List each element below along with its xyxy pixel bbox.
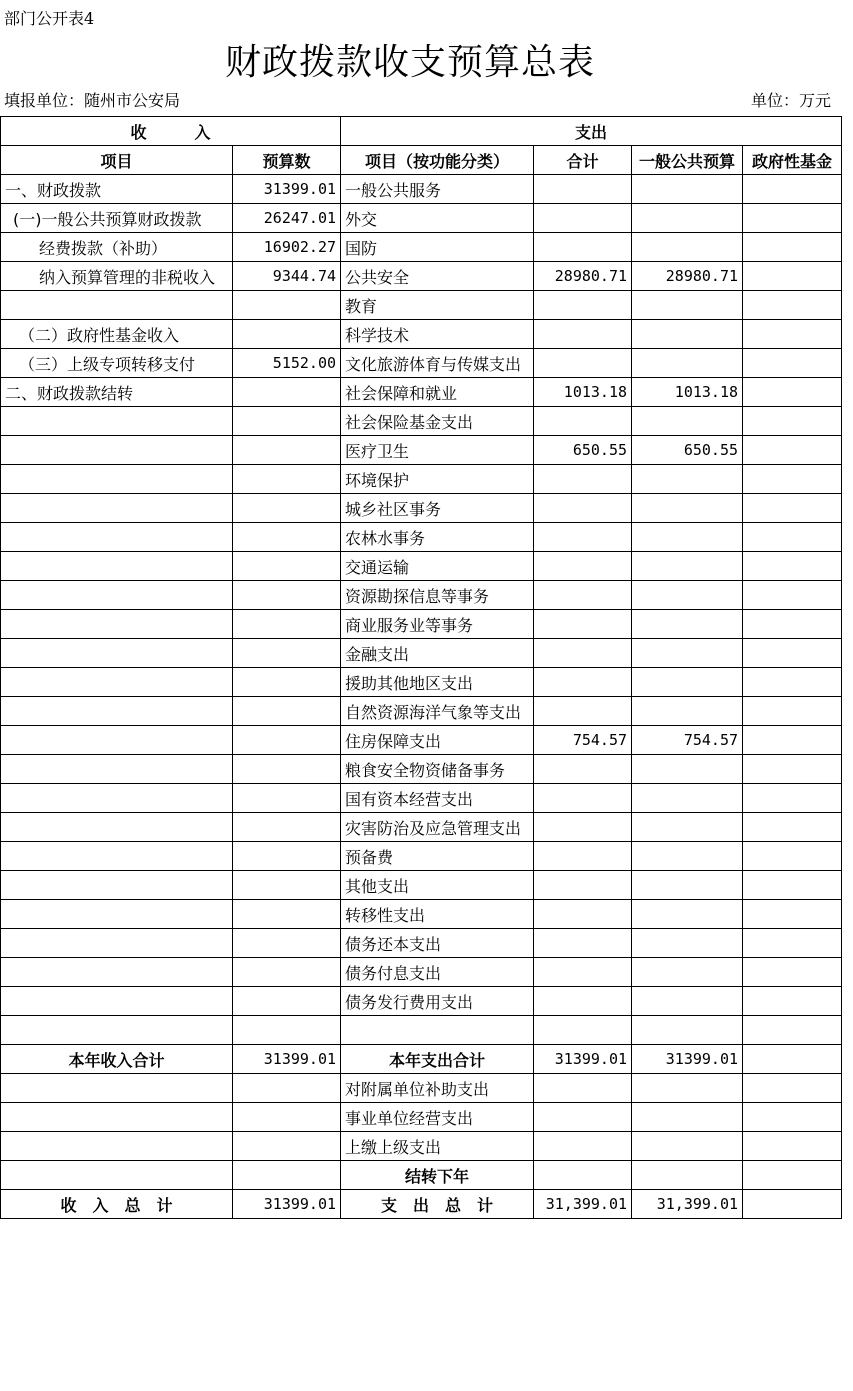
year-total-row	[1, 1045, 842, 1074]
income-item	[1, 639, 233, 668]
expense-total	[534, 523, 632, 552]
income-item	[1, 465, 233, 494]
expense-item: 资源勘探信息等事务	[341, 581, 534, 610]
income-budget-value	[233, 378, 341, 407]
expense-total: 650.55	[534, 436, 632, 465]
extra-expense-label: 事业单位经营支出	[341, 1103, 534, 1132]
expense-total	[534, 871, 632, 900]
expense-general	[632, 320, 743, 349]
income-budget-value	[233, 436, 341, 465]
col-header-func-item: 项目（按功能分类）	[341, 146, 534, 175]
expense-general	[632, 842, 743, 871]
expense-general	[632, 204, 743, 233]
table-row	[1, 407, 842, 436]
expense-fund	[743, 842, 842, 871]
income-budget-value	[233, 291, 341, 320]
reporting-unit: 填报单位：随州市公安局	[4, 91, 181, 110]
income-item	[1, 1016, 233, 1045]
expense-general: 28980.71	[632, 262, 743, 291]
expense-total	[534, 291, 632, 320]
expense-total	[534, 987, 632, 1016]
table-row	[1, 291, 842, 320]
expense-general	[632, 610, 743, 639]
expense-total	[534, 813, 632, 842]
carry-forward-row	[1, 1161, 842, 1190]
extra-row	[1, 1103, 842, 1132]
income-item: （二）政府性基金收入	[1, 320, 233, 349]
expense-general	[632, 900, 743, 929]
income-item	[1, 697, 233, 726]
expense-general	[632, 349, 743, 378]
income-budget-value	[233, 610, 341, 639]
year-expense-total: 31399.01	[534, 1045, 632, 1074]
year-income-label: 本年收入合计	[1, 1045, 233, 1074]
expense-total	[534, 958, 632, 987]
table-row	[1, 523, 842, 552]
expense-item: 转移性支出	[341, 900, 534, 929]
expense-item: 债务付息支出	[341, 958, 534, 987]
expense-general	[632, 175, 743, 204]
income-budget-value	[233, 726, 341, 755]
col-header-budget: 预算数	[233, 146, 341, 175]
income-item	[1, 842, 233, 871]
expense-total	[534, 175, 632, 204]
expense-general	[632, 813, 743, 842]
expense-total: 28980.71	[534, 262, 632, 291]
income-budget-value	[233, 523, 341, 552]
expense-item: 自然资源海洋气象等支出	[341, 697, 534, 726]
income-budget-value: 5152.00	[233, 349, 341, 378]
income-budget-value	[233, 494, 341, 523]
table-row	[1, 175, 842, 204]
expense-fund	[743, 407, 842, 436]
expense-fund	[743, 726, 842, 755]
expense-fund	[743, 320, 842, 349]
table-row	[1, 697, 842, 726]
expense-fund	[743, 900, 842, 929]
expense-general: 754.57	[632, 726, 743, 755]
expense-item: 其他支出	[341, 871, 534, 900]
expense-total	[534, 842, 632, 871]
table-row	[1, 494, 842, 523]
income-budget-value	[233, 958, 341, 987]
income-item: 经费拨款（补助）	[1, 233, 233, 262]
table-row	[1, 987, 842, 1016]
year-expense-fund	[743, 1045, 842, 1074]
expense-general	[632, 784, 743, 813]
expense-item: 外交	[341, 204, 534, 233]
expense-general	[632, 871, 743, 900]
year-expense-general: 31399.01	[632, 1045, 743, 1074]
col-header-fund: 政府性基金	[743, 146, 842, 175]
table-row	[1, 726, 842, 755]
income-budget-value	[233, 755, 341, 784]
expense-total	[534, 320, 632, 349]
grand-expense-label: 支 出 总 计	[341, 1190, 534, 1219]
table-row	[1, 929, 842, 958]
income-budget-value	[233, 1016, 341, 1045]
expense-item: 债务还本支出	[341, 929, 534, 958]
income-item	[1, 436, 233, 465]
income-item	[1, 291, 233, 320]
extra-expense-label: 对附属单位补助支出	[341, 1074, 534, 1103]
income-item	[1, 523, 233, 552]
col-header-total: 合计	[534, 146, 632, 175]
income-budget-value	[233, 320, 341, 349]
income-budget-value: 16902.27	[233, 233, 341, 262]
expense-item: 交通运输	[341, 552, 534, 581]
expense-fund	[743, 552, 842, 581]
expense-general	[632, 465, 743, 494]
expense-total	[534, 494, 632, 523]
expense-item: 医疗卫生	[341, 436, 534, 465]
expense-total	[534, 668, 632, 697]
table-row	[1, 610, 842, 639]
income-budget-value	[233, 871, 341, 900]
expense-fund	[743, 987, 842, 1016]
expense-fund	[743, 755, 842, 784]
expense-item: 环境保护	[341, 465, 534, 494]
expense-fund	[743, 494, 842, 523]
year-expense-label: 本年支出合计	[341, 1045, 534, 1074]
expense-total	[534, 204, 632, 233]
expense-item: 农林水事务	[341, 523, 534, 552]
income-item	[1, 958, 233, 987]
expense-item: 预备费	[341, 842, 534, 871]
table-row	[1, 900, 842, 929]
expense-general	[632, 291, 743, 320]
expense-total	[534, 929, 632, 958]
expense-general	[632, 494, 743, 523]
income-budget-value	[233, 581, 341, 610]
expense-item: 国防	[341, 233, 534, 262]
income-item	[1, 784, 233, 813]
income-item	[1, 552, 233, 581]
income-item	[1, 929, 233, 958]
expense-general	[632, 668, 743, 697]
expense-total	[534, 755, 632, 784]
expense-general: 1013.18	[632, 378, 743, 407]
table-row	[1, 436, 842, 465]
expense-fund	[743, 784, 842, 813]
table-row	[1, 1016, 842, 1045]
expense-general	[632, 407, 743, 436]
table-row	[1, 813, 842, 842]
page-title: 财政拨款收支预算总表	[224, 42, 595, 83]
expense-fund	[743, 668, 842, 697]
expense-fund	[743, 204, 842, 233]
income-item: 一、财政拨款	[1, 175, 233, 204]
income-item: （三）上级专项转移支付	[1, 349, 233, 378]
expense-general	[632, 581, 743, 610]
expense-fund	[743, 291, 842, 320]
expense-item: 债务发行费用支出	[341, 987, 534, 1016]
column-header-row	[1, 146, 842, 175]
expense-total	[534, 784, 632, 813]
group-header-row	[1, 117, 842, 146]
income-budget-value	[233, 697, 341, 726]
expense-item: 灾害防治及应急管理支出	[341, 813, 534, 842]
expense-total	[534, 581, 632, 610]
extra-row	[1, 1132, 842, 1161]
expense-general	[632, 697, 743, 726]
expense-fund	[743, 465, 842, 494]
income-budget-value	[233, 784, 341, 813]
expense-item: 文化旅游体育与传媒支出	[341, 349, 534, 378]
col-header-item: 项目	[1, 146, 233, 175]
expense-total	[534, 349, 632, 378]
expense-item: 粮食安全物资储备事务	[341, 755, 534, 784]
table-row	[1, 755, 842, 784]
grand-income-value: 31399.01	[233, 1190, 341, 1219]
expense-total	[534, 900, 632, 929]
expense-fund	[743, 929, 842, 958]
income-item: (一)一般公共预算财政拨款	[1, 204, 233, 233]
income-budget-value	[233, 668, 341, 697]
expense-item: 一般公共服务	[341, 175, 534, 204]
expense-total	[534, 233, 632, 262]
expense-general: 650.55	[632, 436, 743, 465]
grand-total-row	[1, 1190, 842, 1219]
expense-fund	[743, 175, 842, 204]
expense-item: 国有资本经营支出	[341, 784, 534, 813]
expense-fund	[743, 1016, 842, 1045]
col-header-general: 一般公共预算	[632, 146, 743, 175]
expense-group-header: 支出	[341, 117, 842, 146]
income-item	[1, 494, 233, 523]
expense-fund	[743, 349, 842, 378]
income-budget-value	[233, 929, 341, 958]
income-item: 纳入预算管理的非税收入	[1, 262, 233, 291]
expense-fund	[743, 610, 842, 639]
income-item	[1, 668, 233, 697]
table-row	[1, 349, 842, 378]
expense-fund	[743, 262, 842, 291]
table-row	[1, 465, 842, 494]
carry-forward-label: 结转下年	[341, 1161, 534, 1190]
income-budget-value	[233, 407, 341, 436]
expense-fund	[743, 813, 842, 842]
expense-general	[632, 929, 743, 958]
expense-general	[632, 552, 743, 581]
income-budget-value	[233, 813, 341, 842]
expense-fund	[743, 233, 842, 262]
currency-unit: 单位：万元	[750, 91, 831, 110]
grand-income-label: 收 入 总 计	[1, 1190, 233, 1219]
document-label: 部门公开表4	[4, 9, 95, 28]
income-item	[1, 871, 233, 900]
table-row	[1, 958, 842, 987]
expense-total	[534, 465, 632, 494]
expense-general	[632, 755, 743, 784]
expense-fund	[743, 697, 842, 726]
income-item	[1, 610, 233, 639]
expense-item	[341, 1016, 534, 1045]
expense-total	[534, 1016, 632, 1045]
table-row	[1, 320, 842, 349]
expense-item: 援助其他地区支出	[341, 668, 534, 697]
expense-fund	[743, 378, 842, 407]
expense-general	[632, 987, 743, 1016]
expense-total	[534, 407, 632, 436]
income-budget-value: 26247.01	[233, 204, 341, 233]
table-row	[1, 262, 842, 291]
expense-item: 科学技术	[341, 320, 534, 349]
expense-total	[534, 639, 632, 668]
expense-item: 教育	[341, 291, 534, 320]
income-item	[1, 900, 233, 929]
expense-total	[534, 610, 632, 639]
expense-item: 住房保障支出	[341, 726, 534, 755]
extra-expense-label: 上缴上级支出	[341, 1132, 534, 1161]
table-row	[1, 842, 842, 871]
expense-general	[632, 1016, 743, 1045]
grand-expense-general: 31,399.01	[632, 1190, 743, 1219]
expense-total: 754.57	[534, 726, 632, 755]
expense-fund	[743, 639, 842, 668]
expense-general	[632, 523, 743, 552]
expense-total	[534, 552, 632, 581]
expense-fund	[743, 958, 842, 987]
expense-item: 社会保障和就业	[341, 378, 534, 407]
grand-expense-total: 31,399.01	[534, 1190, 632, 1219]
expense-total	[534, 697, 632, 726]
expense-general	[632, 233, 743, 262]
table-row	[1, 668, 842, 697]
table-row	[1, 233, 842, 262]
income-item	[1, 755, 233, 784]
table-row	[1, 871, 842, 900]
expense-fund	[743, 581, 842, 610]
income-budget-value	[233, 900, 341, 929]
income-budget-value	[233, 465, 341, 494]
expense-item: 城乡社区事务	[341, 494, 534, 523]
year-income-value: 31399.01	[233, 1045, 341, 1074]
expense-general	[632, 958, 743, 987]
income-item: 二、财政拨款结转	[1, 378, 233, 407]
table-row	[1, 204, 842, 233]
table-row	[1, 378, 842, 407]
expense-item: 公共安全	[341, 262, 534, 291]
grand-expense-fund	[743, 1190, 842, 1219]
income-item	[1, 726, 233, 755]
expense-fund	[743, 871, 842, 900]
expense-general	[632, 639, 743, 668]
expense-item: 金融支出	[341, 639, 534, 668]
income-item	[1, 987, 233, 1016]
table-row	[1, 639, 842, 668]
expense-total: 1013.18	[534, 378, 632, 407]
income-item	[1, 407, 233, 436]
income-item	[1, 581, 233, 610]
table-row	[1, 552, 842, 581]
income-budget-value	[233, 842, 341, 871]
expense-item: 社会保险基金支出	[341, 407, 534, 436]
income-budget-value	[233, 639, 341, 668]
expense-fund	[743, 523, 842, 552]
income-budget-value	[233, 552, 341, 581]
budget-table	[0, 116, 842, 1219]
income-group-header: 收 入	[1, 117, 341, 146]
income-item	[1, 813, 233, 842]
expense-fund	[743, 436, 842, 465]
extra-row	[1, 1074, 842, 1103]
income-budget-value: 31399.01	[233, 175, 341, 204]
table-row	[1, 784, 842, 813]
income-budget-value: 9344.74	[233, 262, 341, 291]
income-budget-value	[233, 987, 341, 1016]
table-row	[1, 581, 842, 610]
expense-item: 商业服务业等事务	[341, 610, 534, 639]
